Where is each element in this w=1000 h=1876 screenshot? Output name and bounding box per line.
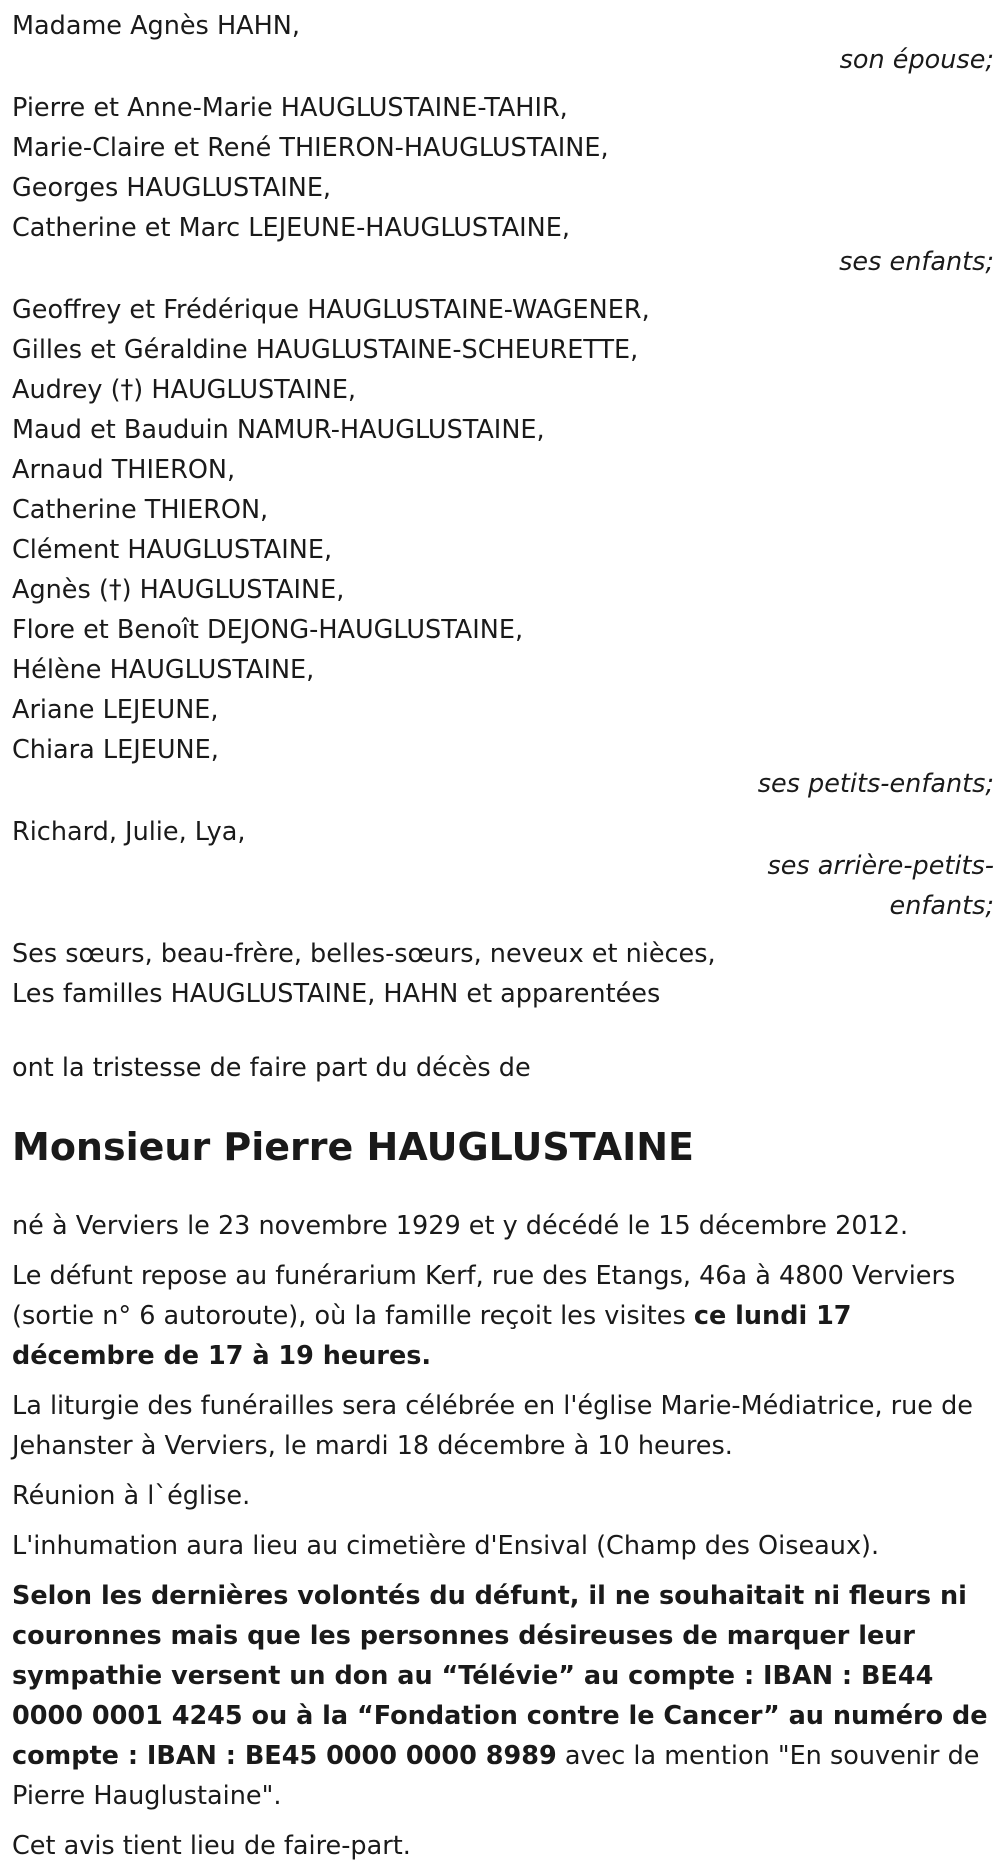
others-line: Les familles HAUGLUSTAINE, HAHN et apparentées — [12, 979, 661, 1009]
children-relation: ses enfants; — [839, 247, 994, 277]
grandchild-name: Chiara LEJEUNE, — [12, 735, 219, 765]
closing-paragraph: Cet avis tient lieu de faire-part. — [12, 1831, 411, 1861]
wishes-text: avec la mention "En souvenir de Pierre Hauglustaine". — [12, 1741, 980, 1811]
grandchild-name: Flore et Benoît DEJONG-HAUGLUSTAINE, — [12, 615, 524, 645]
birth-death-paragraph: né à Verviers le 23 novembre 1929 et y décédé le 15 décembre 2012. — [12, 1211, 909, 1241]
burial-paragraph: L'inhumation aura lieu au cimetière d'Ensival (Champ des Oiseaux). — [12, 1531, 880, 1561]
grandchild-name: Agnès (†) HAUGLUSTAINE, — [12, 575, 345, 605]
grandchild-name: Gilles et Géraldine HAUGLUSTAINE-SCHEURETTE, — [12, 335, 639, 365]
grandchild-name: Hélène HAUGLUSTAINE, — [12, 655, 315, 685]
grandchild-name: Geoffrey et Frédérique HAUGLUSTAINE-WAGENER, — [12, 295, 650, 325]
great-grandchild-name: Richard, Julie, Lya, — [12, 817, 246, 847]
liturgy-paragraph: La liturgie des funérailles sera célébrée en l'église Marie-Médiatrice, rue de Jehanster à Verviers, le mardi 18 décembre à 10 heures. — [12, 1391, 973, 1461]
grandchildren-group — [12, 290, 994, 804]
child-name: Pierre et Anne-Marie HAUGLUSTAINE-TAHIR, — [12, 93, 568, 123]
grandchild-name: Maud et Bauduin NAMUR-HAUGLUSTAINE, — [12, 415, 545, 445]
wishes-bold-text: Selon les dernières volontés du défunt, il ne souhaitait ni fleurs ni couronnes mais que les personnes désireuses de marquer leur sympathie versent un don au “Télévie” au compte : IBAN : BE44 0000 0001 4245 ou à la “Fondation contre le Cancer” au numéro de compte : IBAN : BE45 0000 0000 8989 — [12, 1581, 988, 1771]
child-name: Catherine et Marc LEJEUNE-HAUGLUSTAINE, — [12, 213, 570, 243]
obituary-notice — [12, 6, 994, 1876]
spouse-relation: son épouse; — [839, 45, 994, 75]
child-name: Georges HAUGLUSTAINE, — [12, 173, 332, 203]
spouse-group — [12, 6, 994, 80]
grandchildren-relation: ses petits-enfants; — [757, 769, 994, 799]
announcement-text: ont la tristesse de faire part du décès de — [12, 1053, 531, 1083]
child-name: Marie-Claire et René THIERON-HAUGLUSTAINE, — [12, 133, 609, 163]
visitation-paragraph — [12, 1256, 994, 1376]
spouse-name: Madame Agnès HAHN, — [12, 11, 300, 41]
visitation-text: Le défunt repose au funérarium Kerf, rue des Etangs, 46a à 4800 Verviers (sortie n° 6 autoroute), où la famille reçoit les visites — [12, 1261, 956, 1331]
great-grandchildren-group — [12, 812, 994, 926]
reunion-paragraph: Réunion à l`église. — [12, 1481, 251, 1511]
great-grandchildren-relation: ses arrière-petits-enfants; — [767, 851, 994, 921]
deceased-name: Monsieur Pierre HAUGLUSTAINE — [12, 1125, 694, 1169]
visitation-time: ce lundi 17 décembre de 17 à 19 heures. — [12, 1301, 852, 1371]
grandchild-name: Arnaud THIERON, — [12, 455, 236, 485]
grandchild-name: Catherine THIERON, — [12, 495, 269, 525]
wishes-paragraph — [12, 1576, 994, 1816]
others-line: Ses sœurs, beau-frère, belles-sœurs, neveux et nièces, — [12, 939, 716, 969]
children-group — [12, 88, 994, 282]
grandchild-name: Audrey (†) HAUGLUSTAINE, — [12, 375, 357, 405]
others-group — [12, 934, 994, 1014]
grandchild-name: Ariane LEJEUNE, — [12, 695, 219, 725]
grandchild-name: Clément HAUGLUSTAINE, — [12, 535, 333, 565]
